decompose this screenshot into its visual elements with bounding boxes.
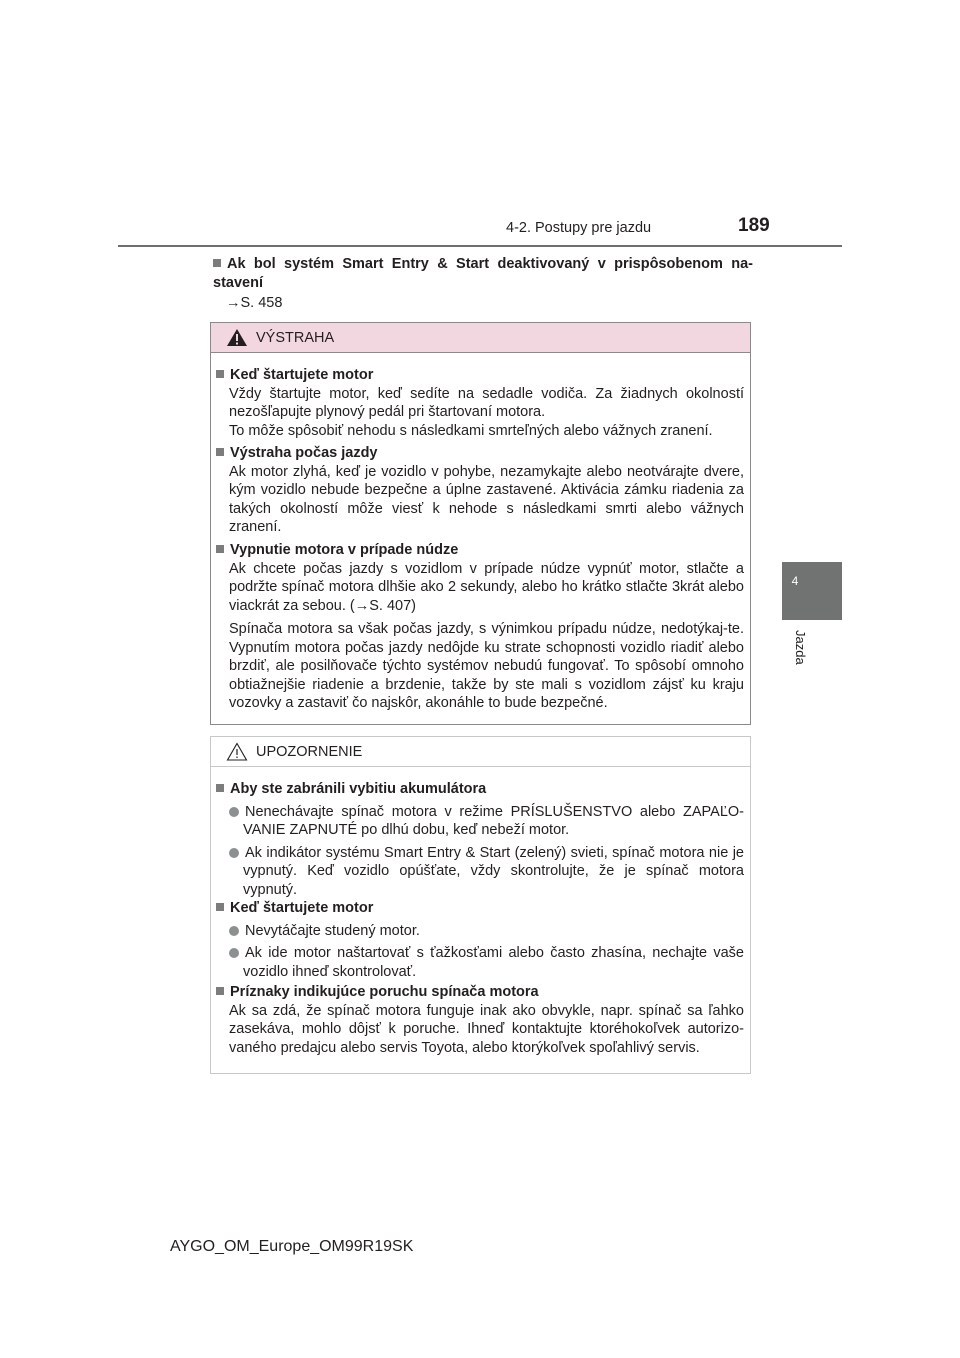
- caution-box: [210, 736, 751, 1074]
- warning-section-emergency-text: Ak chcete počas jazdy s vozidlom v prípade núdze vypnúť motor, stlačte a podržte spínač motora dlhšie ako 2 sekundy, alebo ho krátko stlačte 3krát alebo viackrát za sebou. (→S. 407): [229, 560, 744, 614]
- warning-section-driving-heading: Výstraha počas jazdy: [216, 444, 744, 463]
- chapter-tab-label: [793, 630, 816, 690]
- caution-section-start-heading: Keď štartujete motor: [216, 899, 744, 918]
- caution-start-bullet-1: Nevytáčajte studený motor.: [229, 922, 744, 941]
- round-bullet-icon: [229, 848, 239, 858]
- square-bullet-icon: [216, 903, 224, 911]
- square-bullet-icon: [213, 259, 221, 267]
- square-bullet-icon: [216, 987, 224, 995]
- warning-section-driving-text: Ak motor zlyhá, keď je vozidlo v pohybe, nezamykajte alebo neotvárajte dvere, kým vozidlo nebude bezpečne a úplne zastavené. Aktivácia zámku riadenia za takých okolností môže viesť k nehode s následkami smrti alebo vážnych zranení.: [229, 463, 744, 535]
- caution-title: UPOZORNENIE: [256, 744, 363, 760]
- caution-section-battery-heading: Aby ste zabránili vybitiu akumulátora: [216, 780, 744, 799]
- chapter-tab-label-text: Jazda: [793, 630, 808, 665]
- caution-triangle-icon: [226, 742, 248, 761]
- caution-section-malfunction-heading: Príznaky indikujúce poruchu spínača motora: [216, 983, 744, 1002]
- square-bullet-icon: [216, 448, 224, 456]
- square-bullet-icon: [216, 545, 224, 553]
- warning-section-emergency-heading: Vypnutie motora v prípade núdze: [216, 541, 744, 560]
- warning-section-emergency: [216, 541, 744, 713]
- warning-section-start-heading: Keď štartujete motor: [216, 366, 744, 385]
- intro-reference-text: S. 458: [240, 295, 283, 311]
- chapter-tab-number: 4: [791, 574, 799, 588]
- chapter-tab: [782, 562, 842, 620]
- caution-section-malfunction: [216, 983, 744, 1057]
- section-title: 4-2. Postupy pre jazdu: [506, 220, 652, 236]
- page-number: 189: [738, 215, 770, 236]
- caution-battery-bullet-1: Nenechávajte spínač motora v režime PRÍSLUŠENSTVO alebo ZAPAĽO-VANIE ZAPNUTÉ po dlhú dobu, keď nebeží motor.: [229, 803, 744, 840]
- warning-section-driving: [216, 444, 744, 537]
- document-code: AYGO_OM_Europe_OM99R19SK: [170, 1238, 414, 1255]
- round-bullet-icon: [229, 807, 239, 817]
- intro-heading: [213, 255, 753, 292]
- warning-triangle-icon: [226, 328, 248, 347]
- caution-header: [211, 737, 750, 767]
- warning-header: [211, 323, 750, 353]
- caution-start-bullet-2: Ak ide motor naštartovať s ťažkosťami alebo často zhasína, nechajte vaše vozidlo ihneď skontrolovať.: [229, 944, 744, 981]
- warning-section-start-text: Vždy štartujte motor, keď sedíte na sedadle vodiča. Za žiadnych okolností nezošľapujte plynový pedál pri štartovaní motora.: [229, 385, 744, 420]
- caution-section-start: [216, 899, 744, 981]
- warning-title: VÝSTRAHA: [256, 330, 335, 346]
- intro-reference: [226, 295, 282, 311]
- caution-battery-bullet-2: Ak indikátor systému Smart Entry & Start (zelený) svieti, spínač motora nie je vypnutý. Keď vozidlo opúšťate, vždy skontrolujte, že je spínač motora vypnutý.: [229, 844, 744, 900]
- warning-box: [210, 322, 751, 725]
- intro-heading-text: Ak bol systém Smart Entry & Start deaktivovaný v prispôsobenom na-stavení: [213, 256, 753, 291]
- caution-section-battery: [216, 780, 744, 899]
- round-bullet-icon: [229, 948, 239, 958]
- warning-section-emergency-text2: Spínača motora sa však počas jazdy, s výnimkou prípadu núdze, nedotýkaj-te. Vypnutím motora počas jazdy nedôjde ku strate schopnosti vozidlo riadiť alebo brzdiť, ale posilňovače týchto systémov nebudú fungovať. To spôsobí omnoho obtiažnejšie riadenie a brzdenie, takže by ste mali s vozidlom zájsť ku kraju vozovky a zastaviť čo najskôr, akonáhle to bude bezpečné.: [229, 621, 744, 711]
- caution-section-malfunction-text: Ak sa zdá, že spínač motora funguje inak ako obvykle, napr. spínač sa ľahko zasekáva, mohlo dôjsť k poruche. Ihneď kontaktujte ktoréhokoľvek autorizo-vaného predajcu alebo servis Toyota, alebo ktorýkoľvek spoľahlivý servis.: [229, 1002, 744, 1056]
- warning-section-start-text2: To môže spôsobiť nehodu s následkami smrteľných alebo vážnych zranení.: [229, 422, 713, 439]
- arrow-right-icon: →: [226, 295, 241, 311]
- round-bullet-icon: [229, 926, 239, 936]
- warning-section-start: [216, 366, 744, 440]
- header-rule: [118, 245, 842, 247]
- square-bullet-icon: [216, 784, 224, 792]
- arrow-right-icon: →: [354, 597, 370, 614]
- square-bullet-icon: [216, 370, 224, 378]
